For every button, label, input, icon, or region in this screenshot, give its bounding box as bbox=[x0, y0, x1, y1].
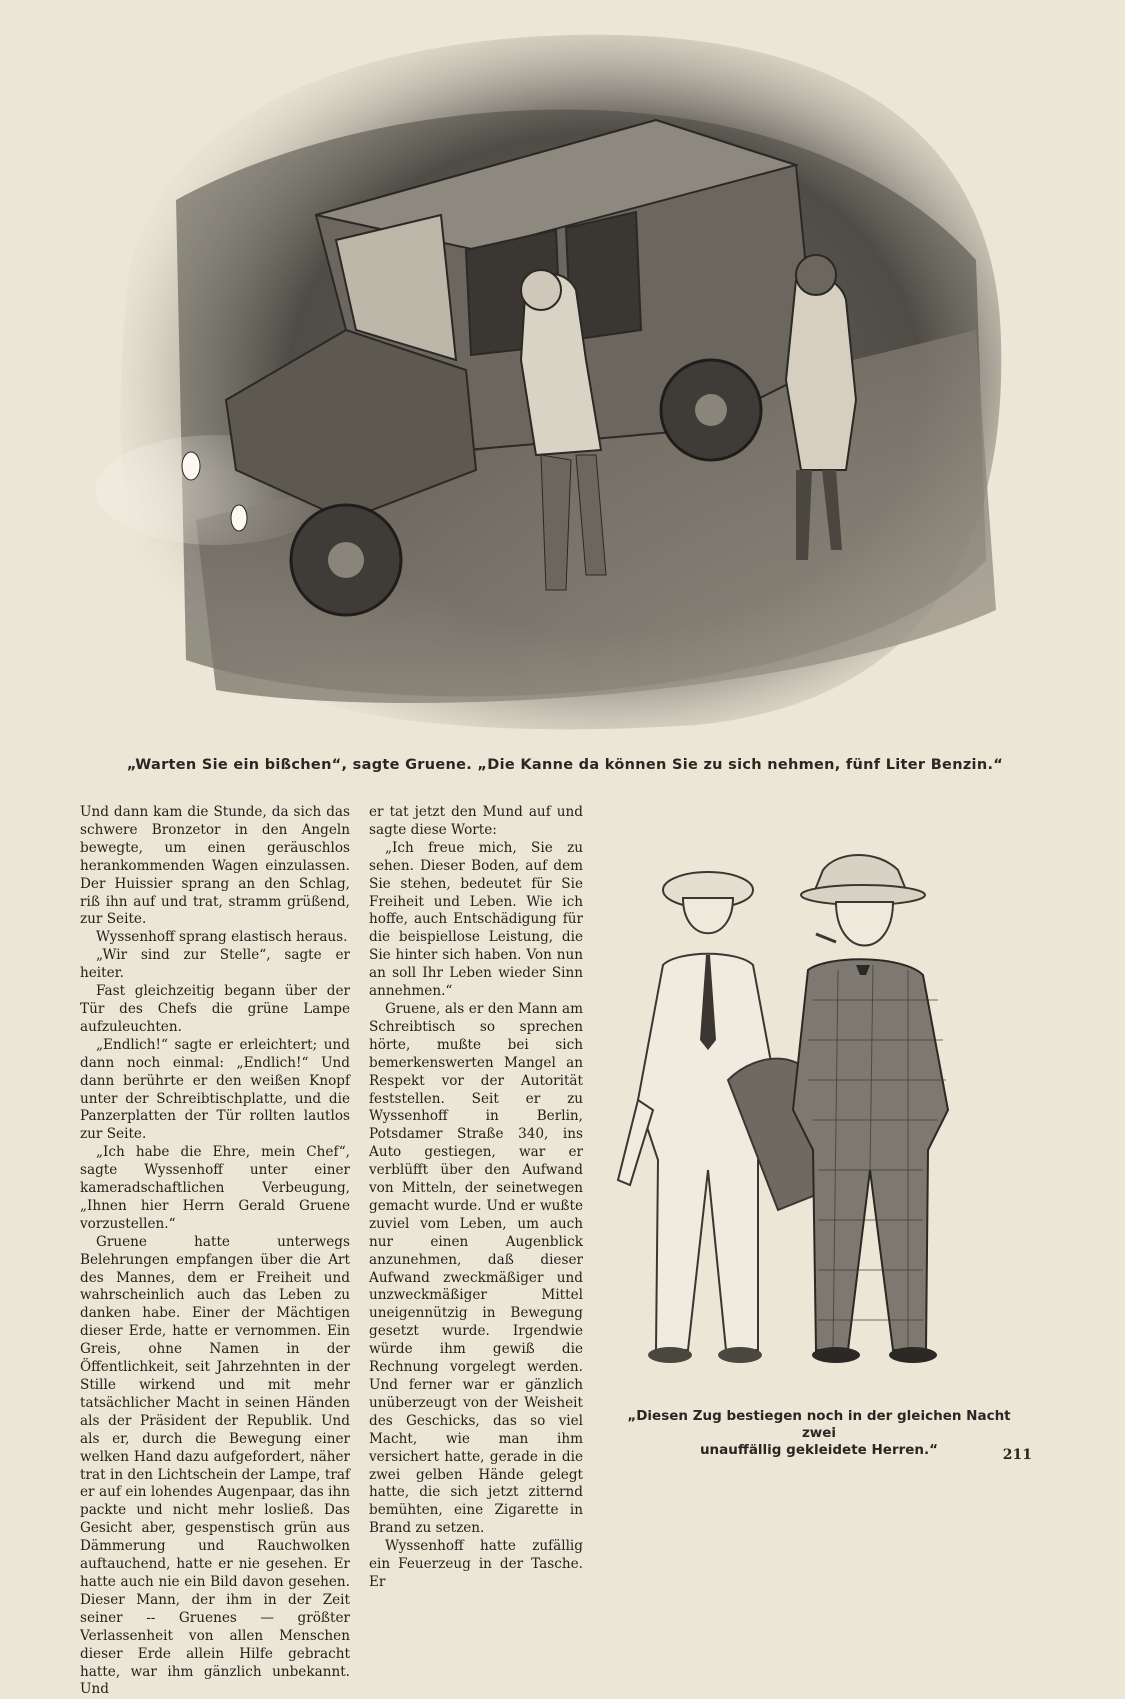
car-at-night-illustration bbox=[96, 0, 1026, 740]
paragraph: Wyssenhoff sprang elastisch heraus. bbox=[96, 929, 348, 946]
text-column-2 bbox=[369, 804, 583, 1592]
caption-line: „Diesen Zug bestiegen noch in der gleichen Nacht zwei bbox=[627, 1408, 1011, 1441]
paragraph: „Endlich!“ sagte er erleichtert; und dann noch einmal: „Endlich!“ Und dann berührte er den weißen Knopf unter der Schreibtischplatte, und die Panzerplatten der Tür rollten lautlos zur Seite. bbox=[80, 1036, 350, 1143]
two-men-walking-illustration bbox=[608, 850, 1028, 1390]
paragraph: Gruene hatte unterwegs Belehrungen empfangen über die Art des Mannes, dem er Freiheit und wahrscheinlich auch das Leben zu danken habe. Einer der Mächtigen dieser Erde, hatte er vernommen. Ein Greis, ohne Namen in der Öffentlichkeit, seit Jahrzehnten in der Stille wirkend und mit mehr tatsächlicher Macht in seinen Händen als der Präsident der Republik. Und als er, durch die Bewegung einer welken Hand dazu aufgefordert, näher trat in den Lichtschein der Lampe, traf er auf ein lohendes Augenpaar, das ihn packte und nicht mehr losließ. Das Gesicht aber, gespenstisch grün aus Dämmerung und Rauchwolken auftauchend, hatte er nie gesehen. Er hatte auch nie ein Bild davon gesehen. Dieser Mann, der ihm in der Zeit seiner -- Gruenes — größter Verlassenheit von allen Menschen dieser Erde allein Hilfe gebracht hatte, war ihm gänzlich unbekannt. Und bbox=[80, 1233, 350, 1698]
paragraph: Fast gleichzeitig begann über der Tür des Chefs die grüne Lampe aufzuleuchten. bbox=[80, 983, 350, 1035]
paragraph: Gruene, als er den Mann am Schreibtisch so sprechen hörte, mußte bei sich bemerkenswerten Mangel an Respekt vor der Autorität feststellen. Seit er zu Wyssenhoff in Berlin, Potsdamer Straße 340, ins Auto gestiegen, war er verblüfft über den Aufwand von Mitteln, der seinetwegen gemacht wurde. Und er wußte zuviel vom Leben, um auch nur einen Augenblick anzunehmen, daß dieser Aufwand zweckmäßiger und unzweckmäßiger Mittel uneigennützig in Bewegung gesetzt wurde. Irgendwie würde ihm gewiß die Rechnung vorgelegt werden. Und ferner war er gänzlich unüberzeugt von der Weisheit des Geschicks, das so viel Macht, wie man ihm versichert hatte, gerade in die zwei gelben Hände gelegt hatte, die sich jetzt zitternd bemühten, eine Zigarette in Brand zu setzen. bbox=[369, 1000, 583, 1537]
paragraph: er tat jetzt den Mund auf und sagte diese Worte: bbox=[369, 804, 583, 838]
paragraph: „Ich habe die Ehre, mein Chef“, sagte Wyssenhoff unter einer kameradschaftlichen Verbeugung, „Ihnen hier Herrn Gerald Gruene vorzustellen.“ bbox=[80, 1144, 350, 1232]
right-illustration-caption bbox=[608, 1408, 1030, 1459]
top-illustration-caption: „Warten Sie ein bißchen“, sagte Gruene. „Die Kanne da können Sie zu sich nehmen, fünf Liter Benzin.“ bbox=[126, 757, 1004, 773]
page-number: 211 bbox=[1002, 1447, 1032, 1463]
paragraph: Wyssenhoff hatte zufällig ein Feuerzeug in der Tasche. Er bbox=[369, 1538, 583, 1590]
paragraph: „Ich freue mich, Sie zu sehen. Dieser Boden, auf dem Sie stehen, bedeutet für Sie Freiheit und Leben. Wie ich hoffe, auch Entschädigung für die beispiellose Leistung, die Sie hinter sich haben. Von nun an soll Ihr Leben wieder Sinn annehmen.“ bbox=[369, 839, 583, 1000]
text-column-1 bbox=[80, 804, 350, 1699]
paragraph: Und dann kam die Stunde, da sich das schwere Bronzetor in den Angeln bewegte, um einen geräuschlos herankommenden Wagen einzulassen. Der Huissier sprang an den Schlag, riß ihn auf und trat, stramm grüßend, zur Seite. bbox=[80, 804, 350, 928]
paragraph: „Wir sind zur Stelle“, sagte er heiter. bbox=[80, 947, 350, 982]
caption-line: unauffällig gekleidete Herren.“ bbox=[699, 1442, 939, 1458]
